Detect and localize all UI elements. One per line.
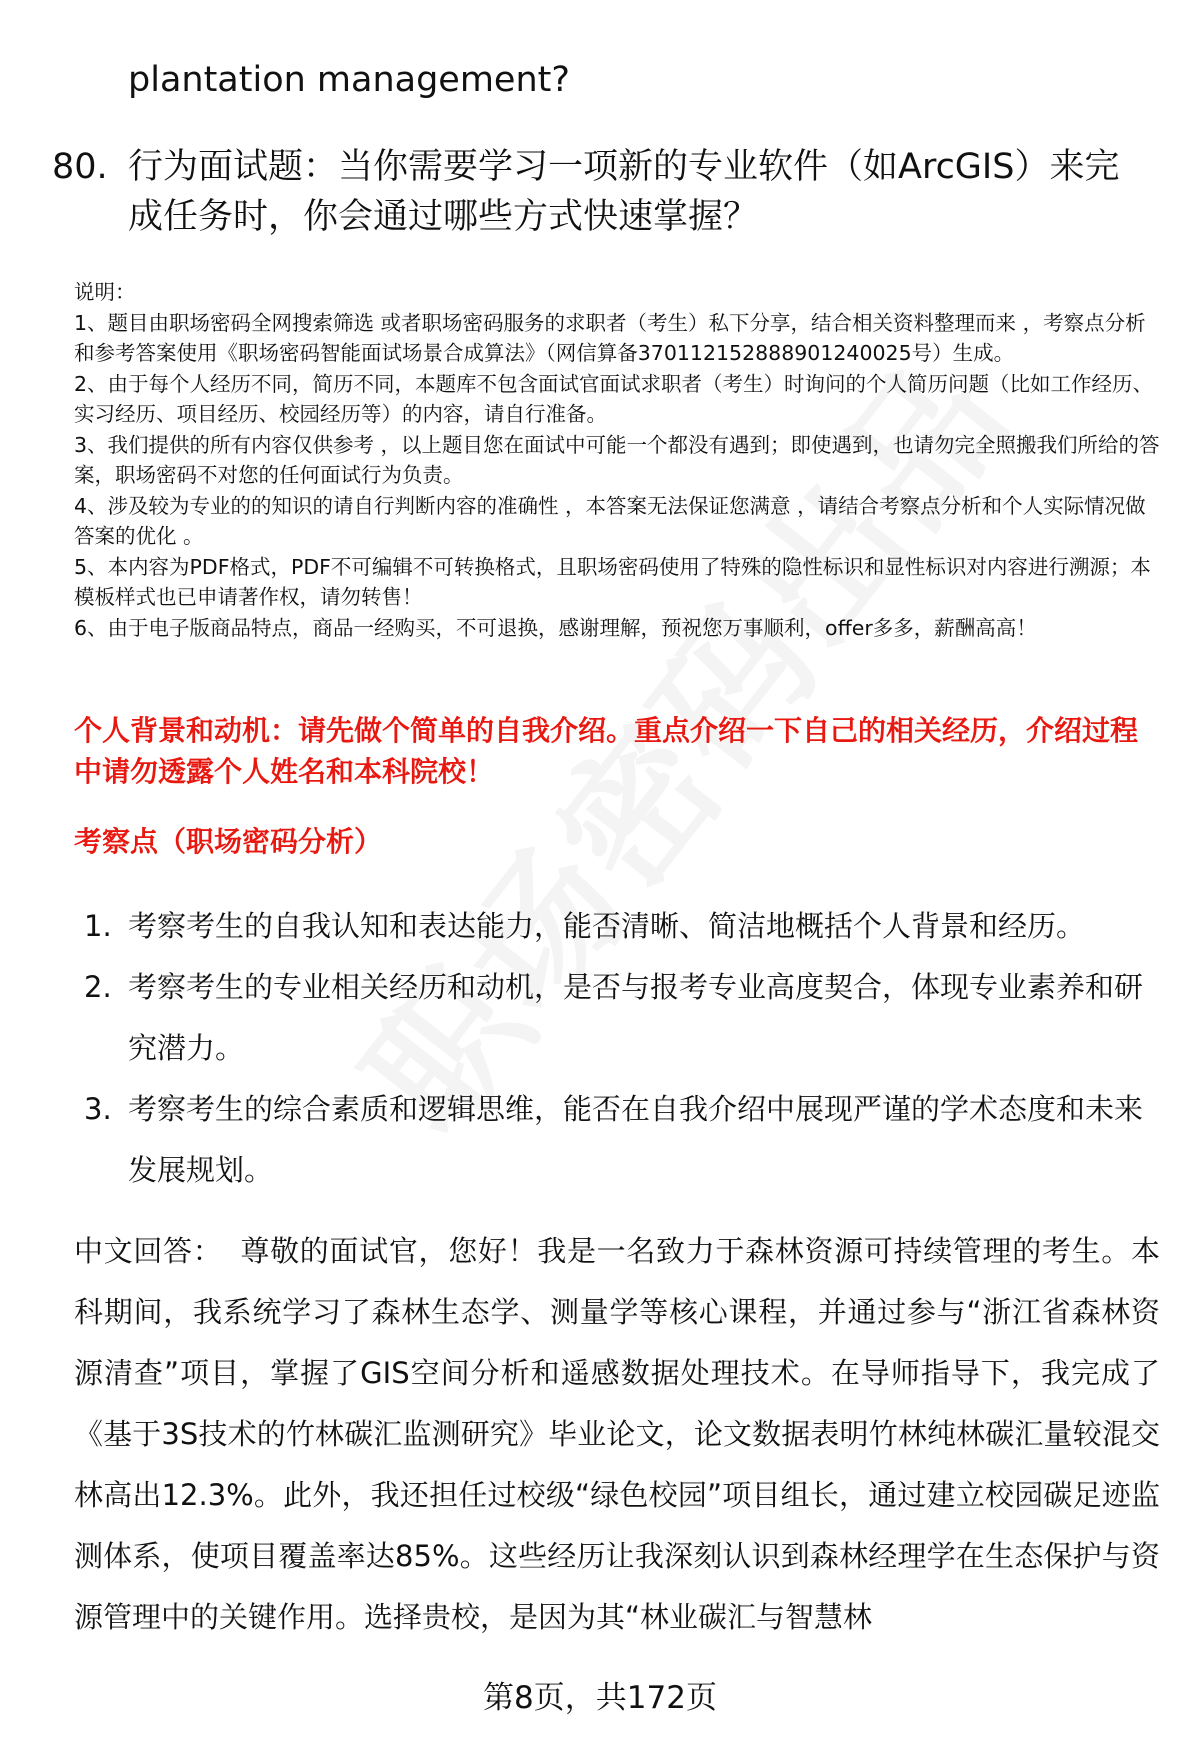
page-footer: 第8页，共172页 [483, 1680, 717, 1716]
list-item [84, 1079, 1164, 1201]
list-item [84, 896, 1164, 957]
notes-block [74, 277, 1162, 643]
section-heading: 个人背景和动机：请先做个简单的自我介绍。重点介绍一下自己的相关经历，介绍过程中请勿透露个人姓名和本科院校！ [74, 714, 1139, 788]
notes-title: 说明： [74, 280, 136, 304]
list-item-number: 1. [84, 909, 112, 943]
question-number: 80. [52, 147, 108, 187]
note-item: 6、由于电子版商品特点，商品一经购买，不可退换，感谢理解，预祝您万事顺利，offer多多，薪酬高高！ [74, 615, 1037, 640]
list-item [84, 957, 1164, 1079]
list-item-number: 2. [84, 970, 112, 1004]
answer-text: 尊敬的面试官，您好！我是一名致力于森林资源可持续管理的考生。本科期间，我系统学习了森林生态学、测量学等核心课程，并通过参与“浙江省森林资源清查”项目，掌握了GIS空间分析和遥感数据处理技术。在导师指导下，我完成了《基于3S技术的竹林碳汇监测研究》毕业论文，论文数据表明竹林纯林碳汇量较混交林高出12.3%。此外，我还担任过校级“绿色校园”项目组长，通过建立校园碳足迹监测体系，使项目覆盖率达85%。这些经历让我深刻认识到森林经理学在生态保护与资源管理中的关键作用。选择贵校，是因为其“林业碳汇与智慧林 [74, 1234, 1160, 1634]
note-item: 3、我们提供的所有内容仅供参考 ，以上题目您在面试中可能一个都没有遇到；即使遇到，也请勿完全照搬我们所给的答案，职场密码不对您的任何面试行为负责。 [74, 432, 1160, 487]
note-item: 5、本内容为PDF格式，PDF不可编辑不可转换格式，且职场密码使用了特殊的隐性标识和显性标识对内容进行溯源；本模板样式也已申请著作权，请勿转售！ [74, 554, 1151, 609]
section-subheading: 考察点（职场密码分析） [74, 825, 383, 858]
question-text: 行为面试题：当你需要学习一项新的专业软件（如ArcGIS）来完成任务时，你会通过哪些方式快速掌握？ [128, 147, 1120, 237]
note-item: 4、涉及较为专业的的知识的请自行判断内容的准确性 ，本答案无法保证您满意 ，请结合考察点分析和个人实际情况做答案的优化 。 [74, 493, 1146, 548]
question-continuation: plantation management? [128, 60, 570, 100]
answer-label: 中文回答： [74, 1234, 223, 1268]
answer-paragraph [74, 1221, 1160, 1648]
question-80 [52, 142, 1152, 242]
list-item-text: 考察考生的专业相关经历和动机，是否与报考专业高度契合，体现专业素养和研究潜力。 [128, 970, 1144, 1065]
list-item-text: 考察考生的综合素质和逻辑思维，能否在自我介绍中展现严谨的学术态度和未来发展规划。 [128, 1092, 1144, 1187]
note-item: 2、由于每个人经历不同，简历不同，本题库不包含面试官面试求职者（考生）时询问的个人简历问题（比如工作经历、实习经历、项目经历、校园经历等）的内容，请自行准备。 [74, 371, 1154, 426]
note-item: 1、题目由职场密码全网搜索筛选 或者职场密码服务的求职者（考生）私下分享，结合相关资料整理而来 ，考察点分析和参考答案使用《职场密码智能面试场景合成算法》（网信算备370112152888901240025号）生成。 [74, 310, 1146, 365]
assessment-points [84, 896, 1164, 1201]
list-item-text: 考察考生的自我认知和表达能力，能否清晰、简洁地概括个人背景和经历。 [128, 909, 1086, 943]
list-item-number: 3. [84, 1092, 112, 1126]
